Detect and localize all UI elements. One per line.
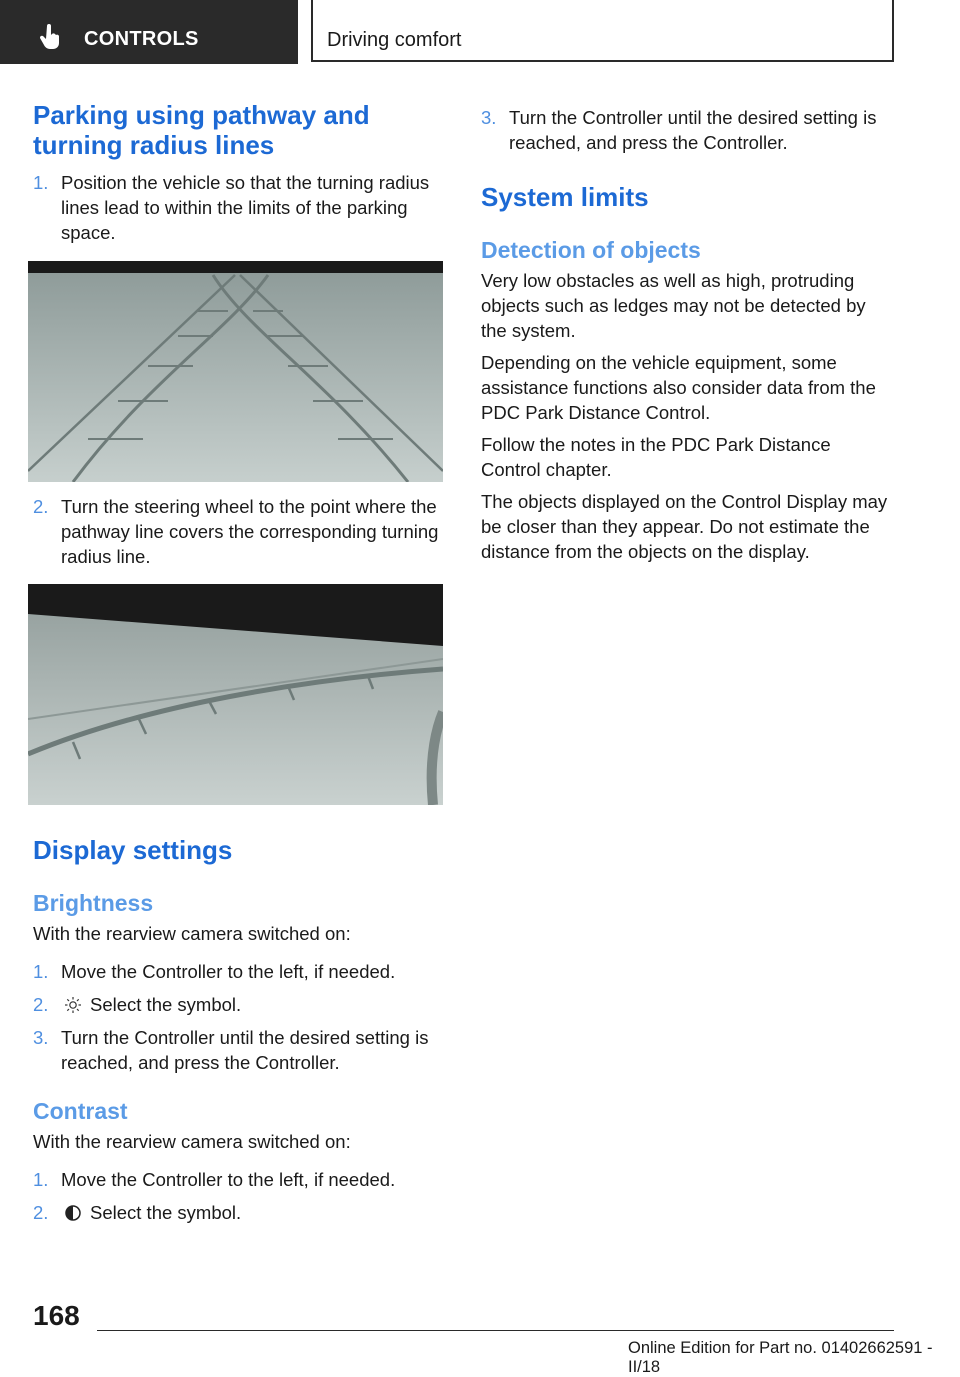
chapter-header <box>311 0 894 62</box>
heading-detection-of-objects: Detection of objects <box>481 237 701 263</box>
list-item: 2. Turn the steering wheel to the point where the pathway line covers the corresponding turning radius line. <box>33 496 439 567</box>
footer-divider <box>97 1330 894 1331</box>
contrast-intro: With the rearview camera switched on: <box>33 1131 351 1152</box>
chapter-title: Driving comfort <box>327 29 462 51</box>
paragraph: Depending on the vehicle equipment, some assistance functions also consider data from the PDC Park Distance Control. <box>481 352 876 423</box>
list-item: 3. Turn the Controller until the desired setting is reached, and press the Controller. <box>33 1027 429 1073</box>
list-item: 2. Select the symbol. <box>33 994 242 1015</box>
paragraph: Very low obstacles as well as high, protruding objects such as ledges may not be detected by the system. <box>481 270 866 341</box>
paragraph: The objects displayed on the Control Display may be closer than they appear. Do not estimate the distance from the objects on the display. <box>481 491 888 562</box>
heading-parking: Parking using pathway and turning radius lines <box>33 100 370 160</box>
heading-brightness: Brightness <box>33 890 154 916</box>
list-item: 1. Position the vehicle so that the turning radius lines lead to within the limits of the parking space. <box>33 172 430 243</box>
hand-pointer-icon <box>38 24 64 50</box>
contrast-icon <box>61 1204 85 1222</box>
heading-display-settings: Display settings <box>33 835 233 865</box>
list-item: 3. Turn the Controller until the desired setting is reached, and press the Controller. <box>481 107 877 153</box>
heading-system-limits: System limits <box>481 182 649 212</box>
left-column-display <box>33 835 445 1225</box>
list-item: 1. Move the Controller to the left, if needed. <box>33 961 396 982</box>
edition-text: Online Edition for Part no. 01402662591 - II/18 <box>628 1339 933 1376</box>
heading-contrast: Contrast <box>33 1098 128 1124</box>
camera-image-turning-lines <box>28 261 443 482</box>
section-tab <box>0 0 298 64</box>
sun-icon <box>61 996 85 1014</box>
section-label: CONTROLS <box>84 28 199 50</box>
list-item: 2. Select the symbol. <box>33 1202 242 1223</box>
left-column-step2 <box>33 494 445 569</box>
paragraph: Follow the notes in the PDC Park Distance Control chapter. <box>481 434 831 480</box>
page-number: 168 <box>33 1300 80 1331</box>
right-column <box>481 105 895 564</box>
brightness-intro: With the rearview camera switched on: <box>33 923 351 944</box>
left-column <box>33 100 445 245</box>
camera-image-overlay-lines <box>28 584 443 805</box>
list-item: 1. Move the Controller to the left, if needed. <box>33 1169 396 1190</box>
